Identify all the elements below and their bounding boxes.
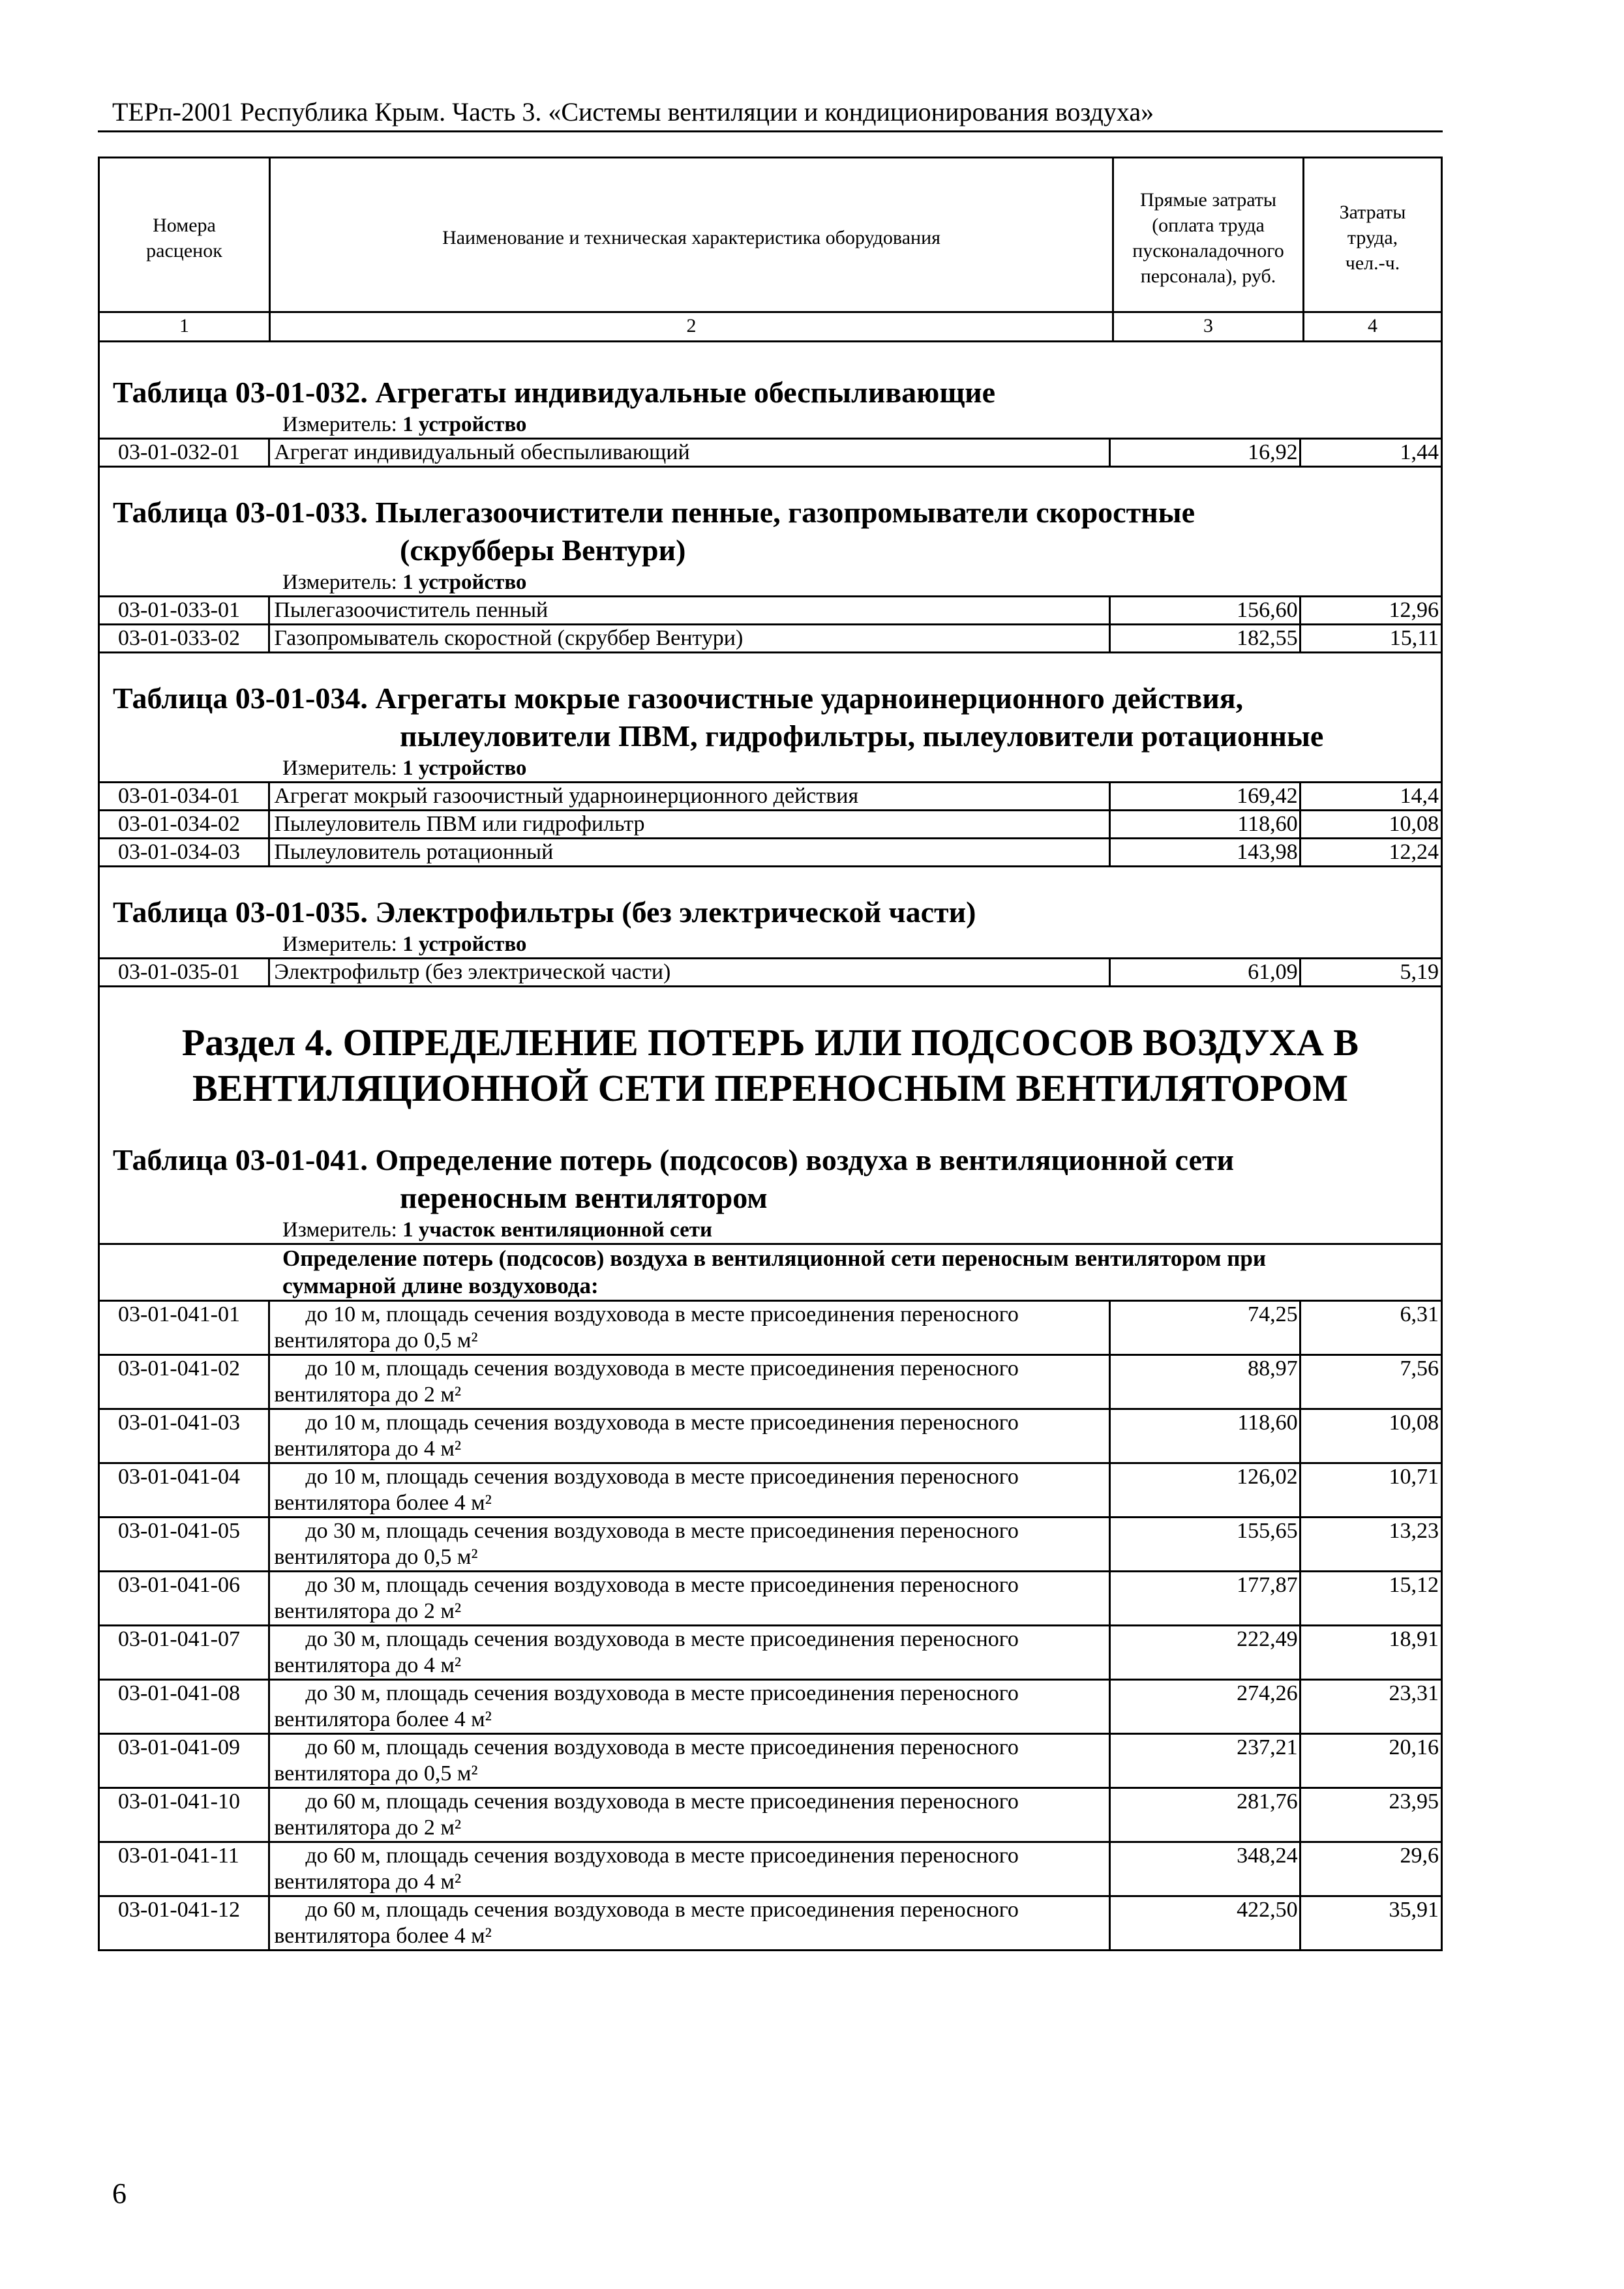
row-labor: 18,91	[1301, 1624, 1441, 1679]
row-cost: 126,02	[1111, 1462, 1301, 1516]
row-cost: 118,60	[1111, 809, 1301, 837]
table-row	[100, 1733, 1441, 1787]
row-name: Электрофильтр (без электрической части)	[270, 957, 1111, 987]
row-code: 03-01-041-10	[100, 1787, 270, 1841]
row-cost: 237,21	[1111, 1733, 1301, 1787]
measure-unit: Измеритель: 1 устройство	[282, 571, 527, 594]
table-row	[100, 781, 1441, 809]
table-row	[100, 438, 1441, 468]
row-code: 03-01-041-11	[100, 1841, 270, 1895]
row-labor: 14,4	[1301, 781, 1441, 809]
row-name: Агрегат мокрый газоочистный ударноинерционного действия	[270, 781, 1111, 809]
row-labor: 6,31	[1301, 1300, 1441, 1354]
measure-unit: Измеритель: 1 устройство	[282, 933, 527, 956]
row-name-line: до 30 м, площадь сечения воздуховода в месте присоединения переносного	[305, 1681, 1019, 1705]
row-code: 03-01-041-02	[100, 1354, 270, 1408]
row-labor: 10,71	[1301, 1462, 1441, 1516]
row-labor: 35,91	[1301, 1895, 1441, 1949]
row-cost: 348,24	[1111, 1841, 1301, 1895]
row-code: 03-01-033-02	[100, 623, 270, 653]
row-labor: 23,31	[1301, 1679, 1441, 1733]
row-name-line: до 30 м, площадь сечения воздуховода в месте присоединения переносного	[305, 1573, 1019, 1597]
table-title: Таблица 03-01-032. Агрегаты индивидуальные обеспыливающие	[113, 376, 996, 409]
row-cost: 422,50	[1111, 1895, 1301, 1949]
row-labor: 10,08	[1301, 1408, 1441, 1462]
row-name-line: до 60 м, площадь сечения воздуховода в месте присоединения переносного	[305, 1898, 1019, 1922]
row-name-line: вентилятора более 4 м²	[274, 1491, 492, 1515]
row-cost: 61,09	[1111, 957, 1301, 987]
col-header-label: Затраты труда, чел.-ч.	[1339, 202, 1406, 274]
running-header: ТЕРп-2001 Республика Крым. Часть 3. «Системы вентиляции и кондиционирования воздуха»	[112, 97, 1154, 127]
row-cost: 16,92	[1111, 438, 1301, 468]
table-body	[98, 342, 1443, 1951]
col-header-codes	[100, 158, 271, 340]
table-row	[100, 809, 1441, 837]
measure-unit: Измеритель: 1 устройство	[282, 756, 527, 780]
row-code: 03-01-034-01	[100, 781, 270, 809]
measure-unit: Измеритель: 1 участок вентиляционной сети	[282, 1218, 712, 1242]
row-code: 03-01-041-05	[100, 1516, 270, 1570]
row-code: 03-01-041-06	[100, 1570, 270, 1624]
row-code: 03-01-041-04	[100, 1462, 270, 1516]
row-name	[270, 1570, 1111, 1624]
row-name-line: вентилятора до 4 м²	[274, 1653, 462, 1677]
row-name-line: до 10 м, площадь сечения воздуховода в месте присоединения переносного	[305, 1411, 1019, 1435]
row-name	[270, 1787, 1111, 1841]
row-code: 03-01-041-07	[100, 1624, 270, 1679]
row-labor: 15,11	[1301, 623, 1441, 653]
row-code: 03-01-041-12	[100, 1895, 270, 1949]
row-cost: 143,98	[1111, 837, 1301, 867]
row-name: Агрегат индивидуальный обеспыливающий	[270, 438, 1111, 468]
table-title: Таблица 03-01-034. Агрегаты мокрые газоочистные ударноинерционного действия, пылеуловители ПВМ, гидрофильтры, пылеуловители ротационные	[113, 681, 1324, 753]
table-title: Таблица 03-01-033. Пылегазоочистители пенные, газопромыватели скоростные (скрубберы Вентури)	[113, 496, 1195, 567]
document-table	[98, 157, 1443, 1951]
col-header-direct-cost	[1114, 158, 1304, 340]
table-row	[100, 1300, 1441, 1354]
row-labor: 12,24	[1301, 837, 1441, 867]
row-name: Пылеуловитель ПВМ или гидрофильтр	[270, 809, 1111, 837]
col-header-label: Наименование и техническая характеристика оборудования	[442, 227, 940, 248]
row-cost: 281,76	[1111, 1787, 1301, 1841]
row-code: 03-01-041-09	[100, 1733, 270, 1787]
table-row	[100, 837, 1441, 867]
row-cost: 118,60	[1111, 1408, 1301, 1462]
row-labor: 12,96	[1301, 595, 1441, 623]
row-name	[270, 1624, 1111, 1679]
col-header-label: Номера расценок	[146, 214, 222, 262]
row-name-line: вентилятора до 0,5 м²	[274, 1328, 478, 1353]
row-name	[270, 1354, 1111, 1408]
table-row	[100, 1462, 1441, 1516]
row-name	[270, 1733, 1111, 1787]
table-row	[100, 1516, 1441, 1570]
row-name	[270, 1679, 1111, 1733]
row-name: Газопромыватель скоростной (скруббер Вентури)	[270, 623, 1111, 653]
col-header-name	[271, 158, 1114, 340]
row-code: 03-01-034-02	[100, 809, 270, 837]
table-title: Таблица 03-01-041. Определение потерь (подсосов) воздуха в вентиляционной сети переносным вентилятором	[113, 1143, 1235, 1214]
row-cost: 274,26	[1111, 1679, 1301, 1733]
row-name	[270, 1841, 1111, 1895]
row-cost: 222,49	[1111, 1624, 1301, 1679]
row-cost: 182,55	[1111, 623, 1301, 653]
row-name-line: вентилятора до 2 м²	[274, 1816, 462, 1840]
col-number: 1	[100, 311, 269, 340]
row-name-line: до 10 м, площадь сечения воздуховода в месте присоединения переносного	[305, 1465, 1019, 1489]
col-number: 3	[1114, 311, 1302, 340]
row-name-line: вентилятора более 4 м²	[274, 1707, 492, 1731]
measure-unit: Измеритель: 1 устройство	[282, 413, 527, 436]
table-row	[100, 595, 1441, 623]
table-row	[100, 1408, 1441, 1462]
table-row	[100, 1787, 1441, 1841]
row-cost: 88,97	[1111, 1354, 1301, 1408]
table-row	[100, 1624, 1441, 1679]
table-row	[100, 1895, 1441, 1949]
row-name-line: до 60 м, площадь сечения воздуховода в месте присоединения переносного	[305, 1844, 1019, 1868]
col-header-label: Прямые затраты (оплата труда пусконаладочного персонала), руб.	[1132, 188, 1284, 287]
row-name-line: вентилятора до 0,5 м²	[274, 1545, 478, 1569]
row-cost: 177,87	[1111, 1570, 1301, 1624]
table-row	[100, 1354, 1441, 1408]
row-cost: 169,42	[1111, 781, 1301, 809]
col-number: 4	[1304, 311, 1441, 340]
row-code: 03-01-033-01	[100, 595, 270, 623]
page-number: 6	[112, 2177, 127, 2209]
row-name-line: до 30 м, площадь сечения воздуховода в месте присоединения переносного	[305, 1519, 1019, 1543]
column-header	[98, 157, 1443, 342]
row-labor: 7,56	[1301, 1354, 1441, 1408]
row-name-line: вентилятора до 2 м²	[274, 1383, 462, 1407]
table-row	[100, 957, 1441, 987]
row-labor: 23,95	[1301, 1787, 1441, 1841]
row-name	[270, 1895, 1111, 1949]
row-code: 03-01-041-03	[100, 1408, 270, 1462]
row-name-line: вентилятора до 4 м²	[274, 1437, 462, 1461]
row-labor: 13,23	[1301, 1516, 1441, 1570]
row-cost: 74,25	[1111, 1300, 1301, 1354]
row-name-line: вентилятора до 4 м²	[274, 1870, 462, 1894]
row-name-line: до 60 м, площадь сечения воздуховода в месте присоединения переносного	[305, 1735, 1019, 1759]
table-row	[100, 1570, 1441, 1624]
col-number: 2	[271, 311, 1112, 340]
row-name-line: вентилятора более 4 м²	[274, 1924, 492, 1948]
row-name	[270, 1462, 1111, 1516]
row-name	[270, 1300, 1111, 1354]
row-code: 03-01-034-03	[100, 837, 270, 867]
table-row	[100, 1841, 1441, 1895]
section-title: Раздел 4. ОПРЕДЕЛЕНИЕ ПОТЕРЬ ИЛИ ПОДСОСОВ ВОЗДУХА В ВЕНТИЛЯЦИОННОЙ СЕТИ ПЕРЕНОСНЫМ ВЕНТИЛЯТОРОМ	[181, 1021, 1359, 1109]
row-labor: 1,44	[1301, 438, 1441, 468]
row-name	[270, 1516, 1111, 1570]
row-name-line: до 10 м, площадь сечения воздуховода в месте присоединения переносного	[305, 1356, 1019, 1381]
row-name-line: до 30 м, площадь сечения воздуховода в месте присоединения переносного	[305, 1627, 1019, 1651]
row-code: 03-01-041-01	[100, 1300, 270, 1354]
row-cost: 155,65	[1111, 1516, 1301, 1570]
row-labor: 20,16	[1301, 1733, 1441, 1787]
row-name: Пылегазоочиститель пенный	[270, 595, 1111, 623]
row-name	[270, 1408, 1111, 1462]
table-row	[100, 623, 1441, 653]
col-header-labor	[1304, 158, 1441, 340]
row-code: 03-01-041-08	[100, 1679, 270, 1733]
row-cost: 156,60	[1111, 595, 1301, 623]
row-name-line: вентилятора до 2 м²	[274, 1599, 462, 1623]
table-title: Таблица 03-01-035. Электрофильтры (без электрической части)	[113, 895, 976, 929]
header-rule	[98, 130, 1443, 132]
row-labor: 5,19	[1301, 957, 1441, 987]
row-name-line: до 60 м, площадь сечения воздуховода в месте присоединения переносного	[305, 1789, 1019, 1814]
row-labor: 29,6	[1301, 1841, 1441, 1895]
row-labor: 10,08	[1301, 809, 1441, 837]
row-code: 03-01-035-01	[100, 957, 270, 987]
row-code: 03-01-032-01	[100, 438, 270, 468]
table-subheading: Определение потерь (подсосов) воздуха в вентиляционной сети переносным вентилятором при суммарной длине воздуховода:	[100, 1243, 1441, 1300]
table-041-rows	[100, 1300, 1441, 1949]
table-row	[100, 1679, 1441, 1733]
row-name: Пылеуловитель ротационный	[270, 837, 1111, 867]
row-name-line: до 10 м, площадь сечения воздуховода в месте присоединения переносного	[305, 1302, 1019, 1326]
row-labor: 15,12	[1301, 1570, 1441, 1624]
row-name-line: вентилятора до 0,5 м²	[274, 1761, 478, 1786]
